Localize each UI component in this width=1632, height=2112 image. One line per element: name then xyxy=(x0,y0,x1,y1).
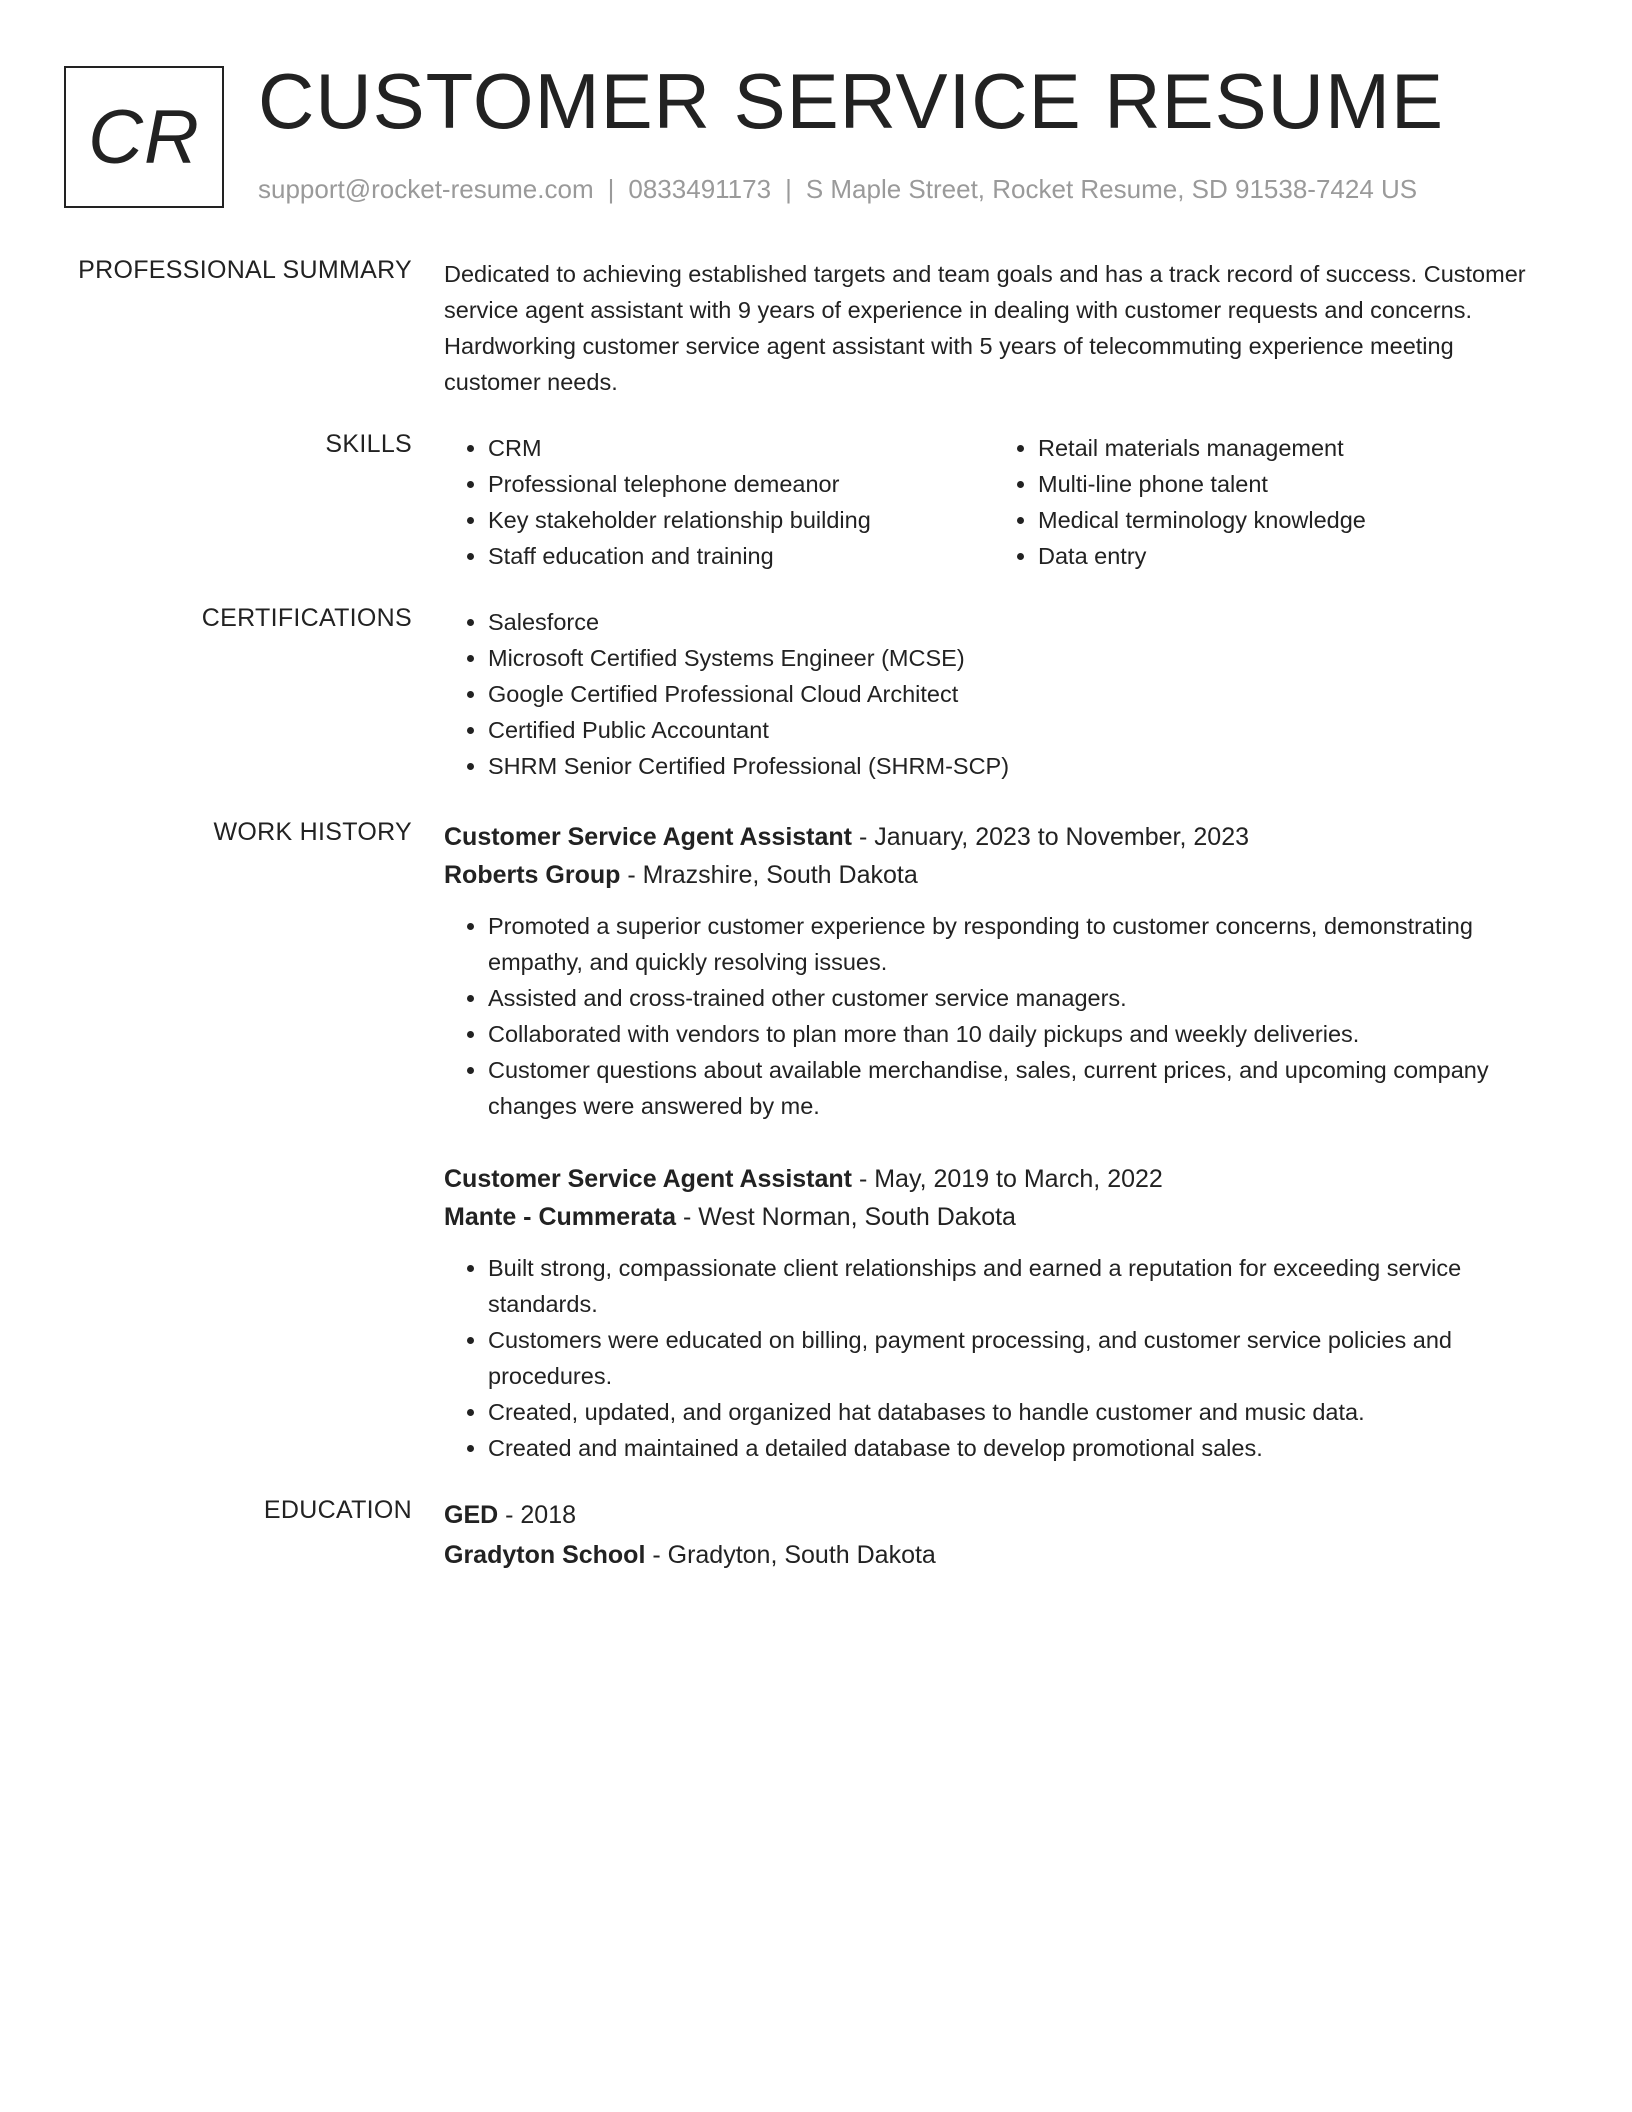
skills-columns xyxy=(444,430,1544,574)
list-item: • Staff education and training xyxy=(488,538,994,574)
education-degree: GED xyxy=(444,1501,499,1529)
list-item: • Built strong, compassionate client relationships and earned a reputation for exceeding service standards. xyxy=(488,1250,1544,1322)
job-dates: - May, 2019 to March, 2022 xyxy=(852,1165,1163,1193)
education-school-line xyxy=(444,1536,1544,1574)
education-degree-line xyxy=(444,1496,1544,1534)
list-item: • Created and maintained a detailed database to develop promotional sales. xyxy=(488,1430,1544,1466)
contact-phone[interactable]: 0833491173 xyxy=(628,174,772,204)
list-item: • Assisted and cross-trained other customer service managers. xyxy=(488,980,1544,1016)
list-item: • Retail materials management xyxy=(1038,430,1544,466)
list-item: • Customers were educated on billing, payment processing, and customer service policies and procedures. xyxy=(488,1322,1544,1394)
education-location: - Gradyton, South Dakota xyxy=(645,1541,936,1569)
job-title: Customer Service Agent Assistant xyxy=(444,1165,852,1193)
list-item: • Salesforce xyxy=(488,604,1544,640)
contact-line xyxy=(258,174,1417,205)
list-item: • Created, updated, and organized hat databases to handle customer and music data. xyxy=(488,1394,1544,1430)
list-item: • Promoted a superior customer experience by responding to customer concerns, demonstrating empathy, and quickly resolving issues. xyxy=(488,908,1544,980)
education-school: Gradyton School xyxy=(444,1541,646,1569)
job-entry xyxy=(444,1160,1544,1466)
job-bullets xyxy=(444,908,1544,1124)
section-label-work-history: WORK HISTORY xyxy=(213,818,412,846)
contact-address: S Maple Street, Rocket Resume, SD 91538-7424 US xyxy=(805,174,1418,204)
summary-text: Dedicated to achieving established targets and team goals and has a track record of success. Customer service agent assistant with 9 years of experience in dealing with customer requests and concerns. Hardworking customer service agent assistant with 5 years of telecommuting experience meeting customer needs. xyxy=(444,261,1526,395)
work-history-content xyxy=(444,818,1544,1466)
list-item: • Key stakeholder relationship building xyxy=(488,502,994,538)
education-year: - 2018 xyxy=(498,1501,577,1529)
job-company: Roberts Group xyxy=(444,861,621,889)
list-item: • Medical terminology knowledge xyxy=(1038,502,1544,538)
job-location: - Mrazshire, South Dakota xyxy=(620,861,918,889)
certifications-list xyxy=(444,604,1544,784)
contact-separator: | xyxy=(607,174,615,204)
skills-list-right xyxy=(994,430,1544,574)
job-title-line xyxy=(444,1160,1544,1198)
resume-title: CUSTOMER SERVICE RESUME xyxy=(258,57,1444,145)
monogram-logo: CR xyxy=(64,66,224,208)
section-label-skills: SKILLS xyxy=(325,430,412,458)
certifications-content xyxy=(444,604,1544,784)
job-title: Customer Service Agent Assistant xyxy=(444,823,852,851)
job-dates: - January, 2023 to November, 2023 xyxy=(852,823,1249,851)
section-label-education: EDUCATION xyxy=(263,1496,412,1524)
list-item: • SHRM Senior Certified Professional (SHRM-SCP) xyxy=(488,748,1544,784)
list-item: • Certified Public Accountant xyxy=(488,712,1544,748)
section-label-summary: PROFESSIONAL SUMMARY xyxy=(78,256,412,284)
list-item: • Customer questions about available merchandise, sales, current prices, and upcoming company changes were answered by me. xyxy=(488,1052,1544,1124)
list-item: • Google Certified Professional Cloud Architect xyxy=(488,676,1544,712)
list-item: • Microsoft Certified Systems Engineer (MCSE) xyxy=(488,640,1544,676)
job-entry xyxy=(444,818,1544,1124)
job-company-line xyxy=(444,1198,1544,1236)
education-content xyxy=(444,1496,1544,1574)
list-item: • Multi-line phone talent xyxy=(1038,466,1544,502)
list-item: • Collaborated with vendors to plan more than 10 daily pickups and weekly deliveries. xyxy=(488,1016,1544,1052)
job-company-line xyxy=(444,856,1544,894)
list-item: • CRM xyxy=(488,430,994,466)
section-label-certifications: CERTIFICATIONS xyxy=(201,604,412,632)
contact-email[interactable]: support@rocket-resume.com xyxy=(258,174,594,204)
skills-list-left xyxy=(444,430,994,574)
job-bullets xyxy=(444,1250,1544,1466)
list-item: • Professional telephone demeanor xyxy=(488,466,994,502)
job-location: - West Norman, South Dakota xyxy=(676,1203,1016,1231)
contact-separator: | xyxy=(785,174,792,204)
job-company: Mante - Cummerata xyxy=(444,1203,676,1231)
list-item: • Data entry xyxy=(1038,538,1544,574)
job-title-line xyxy=(444,818,1544,856)
